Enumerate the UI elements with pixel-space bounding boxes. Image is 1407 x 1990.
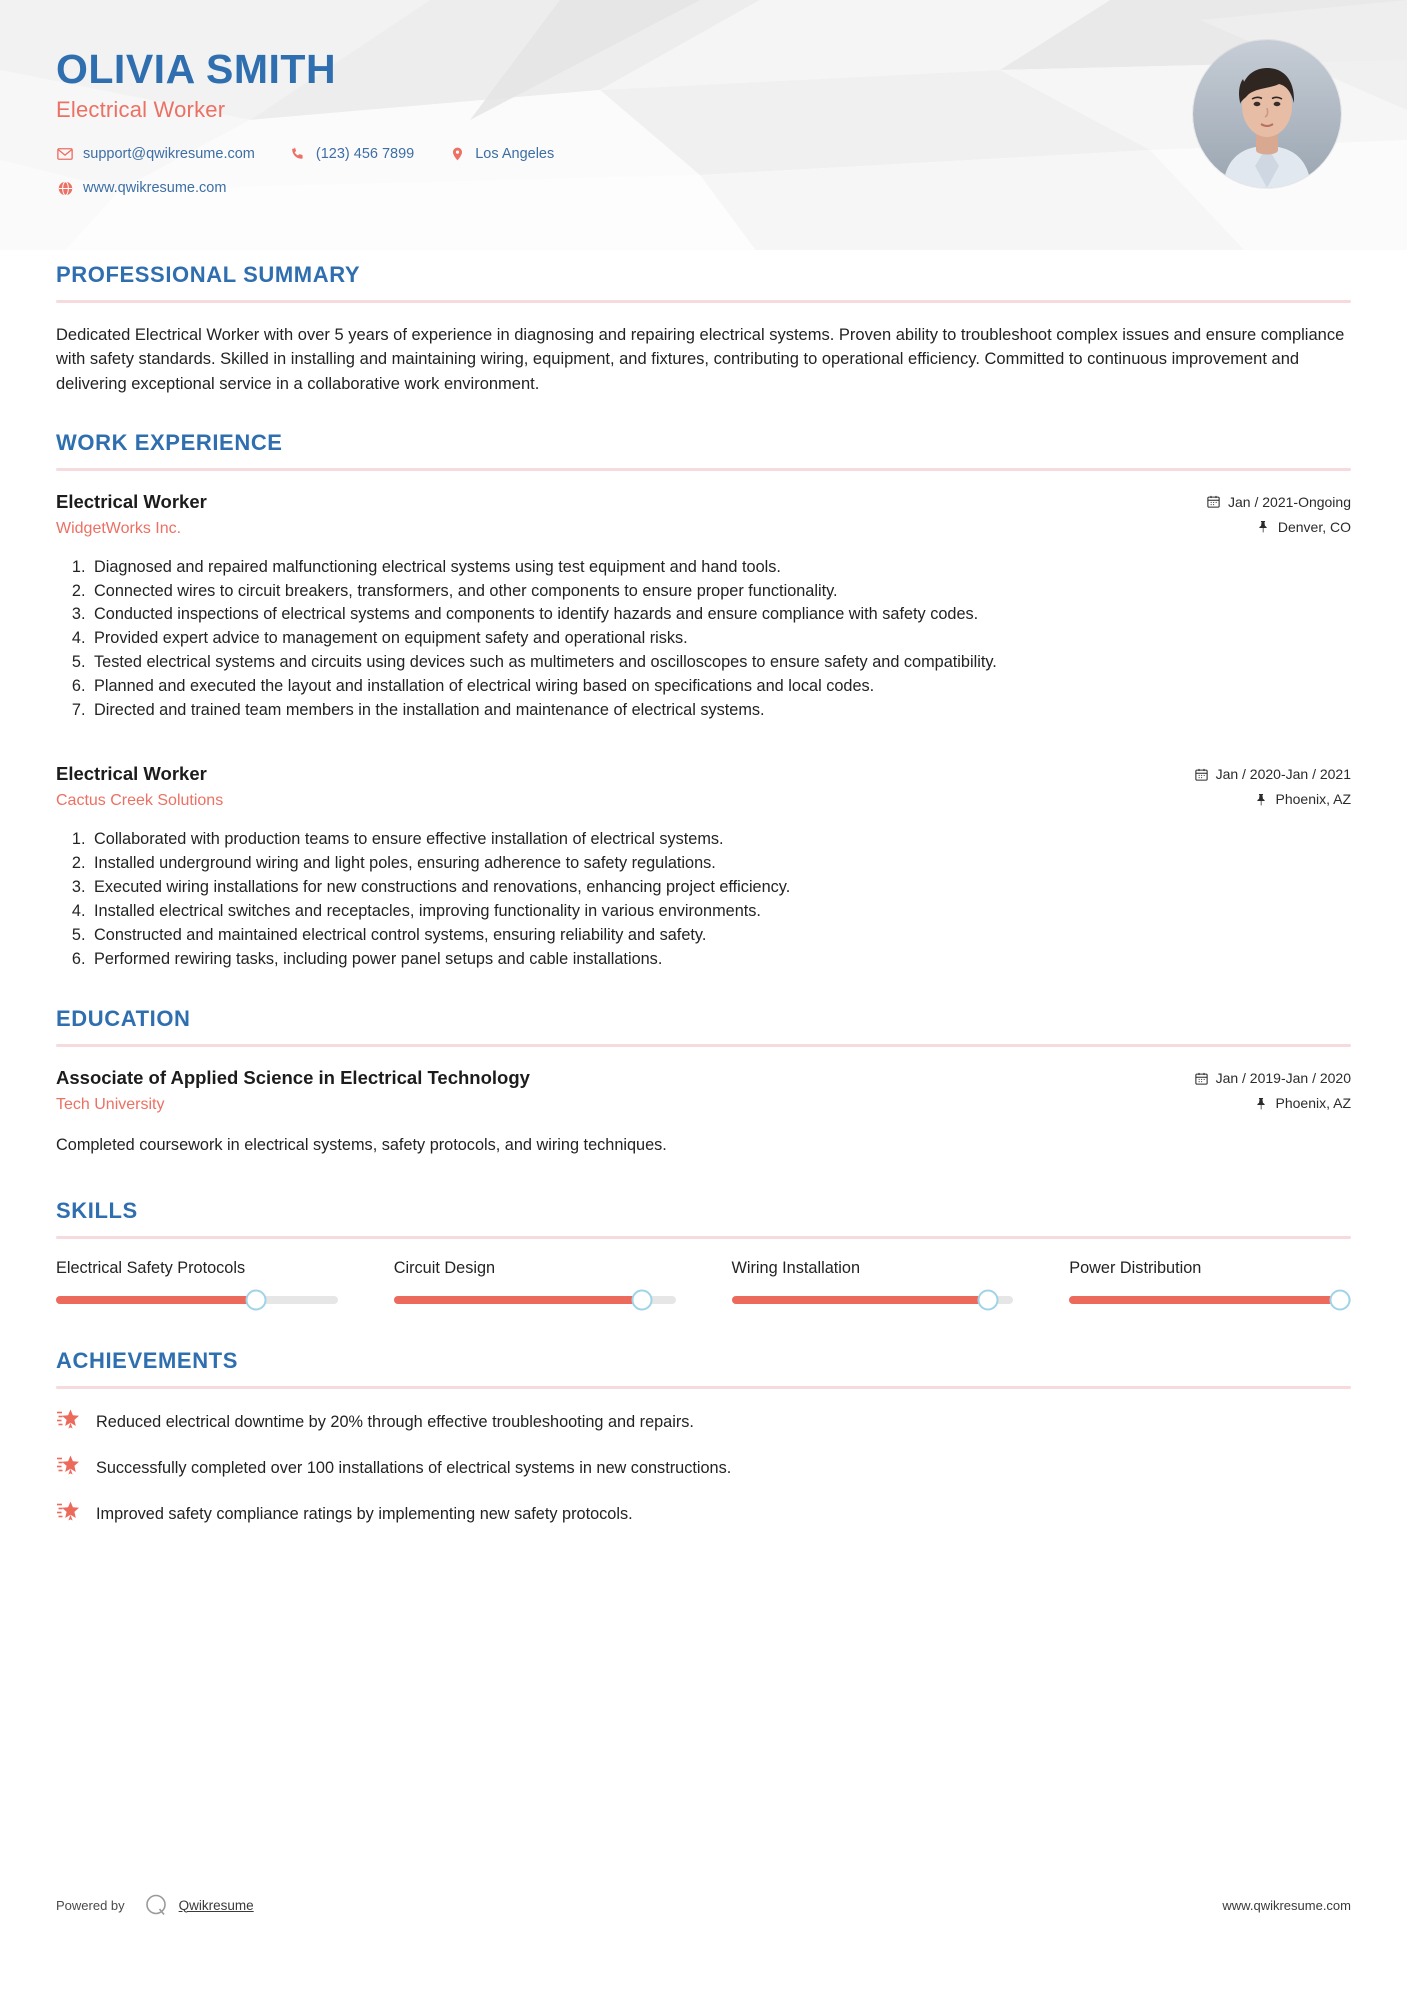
- skill-label: Circuit Design: [393, 1258, 496, 1277]
- skill-progress-bar: [1069, 1296, 1351, 1304]
- list-item: 5. Tested electrical systems and circuits using devices such as multimeters and oscilloscopes to ensure safety and compatibility.: [90, 651, 1351, 674]
- calendar-icon: [1194, 767, 1209, 782]
- skill-item: [732, 1259, 1014, 1304]
- experience-dates-text: Jan / 2020-Jan / 2021: [1215, 766, 1351, 783]
- education-dates-text: Jan / 2019-Jan / 2020: [1215, 1070, 1351, 1087]
- experience-company: Cactus Creek Solutions: [56, 792, 224, 810]
- section-title-summary: PROFESSIONAL SUMMARY: [56, 262, 361, 287]
- education-location-text: Phoenix, AZ: [1275, 1095, 1351, 1112]
- section-work-experience: [56, 430, 1351, 971]
- achievement-text: Reduced electrical downtime by 20% through effective troubleshooting and repairs.: [96, 1412, 694, 1431]
- section-achievements: [56, 1348, 1351, 1525]
- calendar-icon: [1206, 494, 1221, 509]
- star-badge-icon: [56, 1499, 82, 1525]
- experience-dates-text: Jan / 2021-Ongoing: [1228, 493, 1351, 510]
- education-school: Tech University: [56, 1096, 165, 1114]
- contact-email-text: support@qwikresume.com: [83, 146, 255, 163]
- list-item: 5. Constructed and maintained electrical control systems, ensuring reliability and safety.: [90, 924, 1351, 947]
- experience-job-title: Electrical Worker: [56, 490, 207, 512]
- skill-item: [56, 1259, 338, 1304]
- experience-entry-header: [56, 491, 1351, 544]
- envelope-icon: [56, 145, 74, 163]
- section-divider: [56, 1044, 1351, 1047]
- skill-progress-fill: [732, 1296, 988, 1304]
- contact-location-text: Los Angeles: [475, 146, 555, 163]
- list-item: 6. Planned and executed the layout and installation of electrical wiring based on specifications and local codes.: [90, 675, 1351, 698]
- experience-dates: [1194, 766, 1351, 782]
- education-entry: [56, 1067, 1351, 1158]
- section-divider: [56, 1236, 1351, 1239]
- section-divider: [56, 300, 1351, 303]
- education-dates: [1194, 1070, 1351, 1086]
- achievement-item: [56, 1501, 1351, 1526]
- skill-item: [394, 1259, 676, 1304]
- contact-location: [448, 145, 554, 163]
- skill-progress-knob[interactable]: [977, 1289, 998, 1310]
- candidate-name: OLIVIA SMITH: [56, 46, 337, 92]
- skill-progress-fill: [394, 1296, 642, 1304]
- footer-brand-link[interactable]: Qwikresume: [178, 1897, 254, 1913]
- list-item: 2. Installed underground wiring and light poles, ensuring adherence to safety regulations.: [90, 852, 1351, 875]
- experience-bullet-list: [56, 828, 1351, 970]
- education-entry-header: [56, 1067, 1351, 1120]
- experience-entry-header: [56, 763, 1351, 816]
- skill-progress-knob[interactable]: [631, 1289, 652, 1310]
- education-location: [1194, 1095, 1351, 1111]
- experience-entry: [56, 491, 1351, 722]
- list-item: 1. Diagnosed and repaired malfunctioning electrical systems using test equipment and hand tools.: [90, 556, 1351, 579]
- list-item: 3. Executed wiring installations for new constructions and renovations, enhancing project efficiency.: [90, 876, 1351, 899]
- skill-progress-knob[interactable]: [246, 1289, 267, 1310]
- qwikresume-logo-icon: [143, 1892, 169, 1918]
- experience-location: [1194, 791, 1351, 807]
- skill-progress-fill: [56, 1296, 256, 1304]
- contact-website-text: www.qwikresume.com: [83, 180, 227, 197]
- skill-label: Power Distribution: [1069, 1258, 1202, 1277]
- list-item: 3. Conducted inspections of electrical systems and components to identify hazards and ensure compliance with safety codes.: [90, 603, 1351, 626]
- experience-location-text: Phoenix, AZ: [1275, 791, 1351, 808]
- experience-company: WidgetWorks Inc.: [56, 519, 182, 537]
- skill-progress-fill: [1069, 1296, 1339, 1304]
- experience-location: [1206, 519, 1351, 535]
- list-item: 4. Provided expert advice to management on equipment safety and operational risks.: [90, 627, 1351, 650]
- pushpin-icon: [1254, 1096, 1269, 1111]
- contact-phone-text: (123) 456 7899: [315, 146, 415, 163]
- list-item: 4. Installed electrical switches and receptacles, improving functionality in various environments.: [90, 900, 1351, 923]
- candidate-role: Electrical Worker: [56, 97, 226, 123]
- avatar-portrait: [1193, 40, 1341, 188]
- experience-bullet-list: [56, 556, 1351, 722]
- list-item: 6. Performed rewiring tasks, including power panel setups and cable installations.: [90, 948, 1351, 971]
- resume-header: [0, 0, 1407, 256]
- calendar-icon: [1194, 1071, 1209, 1086]
- experience-location-text: Denver, CO: [1277, 518, 1351, 535]
- skill-progress-bar: [732, 1296, 1014, 1304]
- section-title-skills: SKILLS: [56, 1197, 138, 1223]
- footer-website[interactable]: www.qwikresume.com: [1222, 1897, 1351, 1913]
- experience-dates: [1206, 494, 1351, 510]
- contact-email[interactable]: [56, 145, 255, 163]
- summary-text: Dedicated Electrical Worker with over 5 years of experience in diagnosing and repairing electrical systems. Proven ability to troubleshoot complex issues and ensure compliance with safety standards. Skilled in installing and maintaining wiring, equipment, and fixtures, contributing to operational efficiency. Committed to continuous improvement and delivering exceptional service in a collaborative work environment.: [56, 326, 1345, 393]
- achievement-item: [56, 1409, 1351, 1434]
- globe-icon: [56, 179, 74, 197]
- skill-progress-bar: [394, 1296, 676, 1304]
- section-education: [56, 1006, 1351, 1158]
- section-divider: [56, 1386, 1351, 1389]
- star-badge-icon: [56, 1453, 82, 1479]
- experience-entry: [56, 763, 1351, 970]
- skills-grid: [56, 1259, 1351, 1304]
- achievement-text: Successfully completed over 100 installations of electrical systems in new constructions.: [96, 1458, 732, 1477]
- section-title-experience: WORK EXPERIENCE: [56, 429, 283, 455]
- achievement-text: Improved safety compliance ratings by implementing new safety protocols.: [96, 1504, 633, 1523]
- skill-label: Wiring Installation: [731, 1258, 860, 1277]
- section-title-education: EDUCATION: [56, 1006, 191, 1032]
- education-description: Completed coursework in electrical systems, safety protocols, and wiring techniques.: [56, 1136, 667, 1155]
- pushpin-icon: [1256, 519, 1271, 534]
- page-footer: [56, 1892, 1351, 1918]
- section-skills: [56, 1198, 1351, 1304]
- footer-powered-by-label: Powered by: [56, 1897, 125, 1913]
- section-title-achievements: ACHIEVEMENTS: [56, 1347, 238, 1373]
- skill-progress-knob[interactable]: [1329, 1289, 1350, 1310]
- education-degree: Associate of Applied Science in Electrical Technology: [56, 1067, 530, 1089]
- pushpin-icon: [1254, 792, 1269, 807]
- section-divider: [56, 468, 1351, 471]
- experience-job-title: Electrical Worker: [56, 763, 207, 785]
- avatar: [1193, 40, 1341, 188]
- list-item: 2. Connected wires to circuit breakers, transformers, and other components to ensure proper functionality.: [90, 580, 1351, 603]
- resume-body: [0, 262, 1407, 1525]
- skill-label: Electrical Safety Protocols: [56, 1258, 246, 1277]
- list-item: 1. Collaborated with production teams to ensure effective installation of electrical systems.: [90, 828, 1351, 851]
- skill-progress-bar: [56, 1296, 338, 1304]
- contact-phone[interactable]: [289, 145, 414, 163]
- contact-website[interactable]: [56, 179, 226, 197]
- achievement-item: [56, 1455, 1351, 1480]
- section-professional-summary: [56, 262, 1351, 396]
- contact-row-secondary: [56, 179, 1407, 197]
- map-pin-icon: [448, 145, 466, 163]
- list-item: 7. Directed and trained team members in the installation and maintenance of electrical systems.: [90, 699, 1351, 722]
- star-badge-icon: [56, 1407, 82, 1433]
- footer-powered-by: [56, 1892, 254, 1918]
- phone-icon: [289, 145, 307, 163]
- skill-item: [1069, 1259, 1351, 1304]
